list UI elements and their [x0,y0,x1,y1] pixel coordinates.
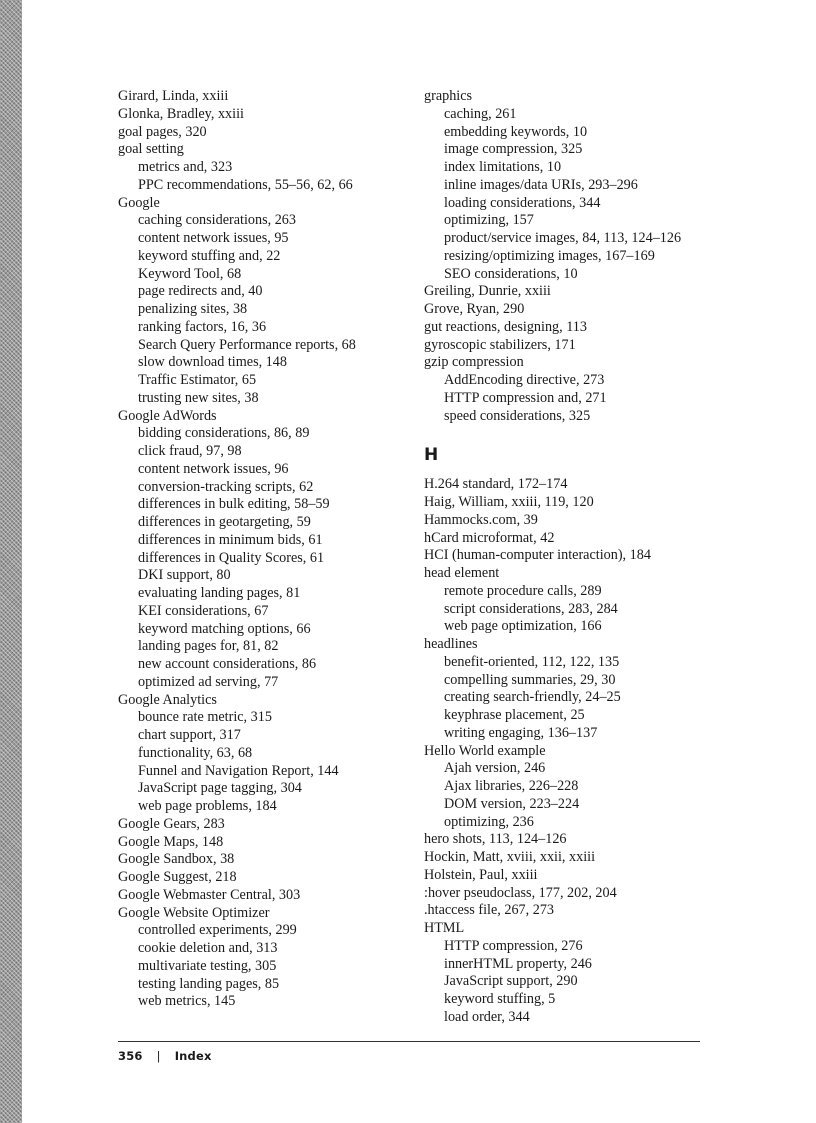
index-subentry: differences in geotargeting, 59 [138,514,311,530]
index-subentry: optimized ad serving, 77 [138,673,279,690]
index-subentry: differences in Quality Scores, 61 [138,549,325,566]
index-subentry: slow download times, 148 [138,354,287,371]
index-subentry: keyword matching options, 66 [138,620,311,637]
index-subentry: DOM version, 223–224 [444,795,580,812]
index-entry: HCI (human-computer interaction), 184 [424,547,651,564]
index-subentry: writing engaging, 136–137 [444,724,598,741]
index-subentry: new account considerations, 86 [138,656,317,672]
section-title: Index [174,1049,212,1063]
index-subentry: Traffic Estimator, 65 [138,372,257,388]
index-subentry: differences in bulk editing, 58–59 [138,496,330,513]
index-entry: Girard, Linda, xxiii [118,88,229,104]
index-entry: Glonka, Bradley, xxiii [118,105,244,122]
index-subentry: keyword stuffing and, 22 [138,247,281,264]
index-subentry: AddEncoding directive, 273 [444,372,605,388]
index-entry: hCard microformat, 42 [424,529,555,546]
index-subentry: conversion-tracking scripts, 62 [138,478,314,495]
index-subentry: keyword stuffing, 5 [444,991,556,1007]
index-subentry: cookie deletion and, 313 [138,940,278,956]
index-subentry: testing landing pages, 85 [138,975,280,992]
index-entry: Google Analytics [118,691,217,708]
index-entry: Hello World example [424,742,546,759]
index-subentry: caching considerations, 263 [138,212,296,229]
index-subentry: keyphrase placement, 25 [444,707,585,723]
index-subentry: page redirects and, 40 [138,283,263,300]
index-entry: :hover pseudoclass, 177, 202, 204 [424,884,617,901]
index-subentry: benefit-oriented, 112, 122, 135 [444,653,620,670]
index-subentry: Funnel and Navigation Report, 144 [138,762,339,779]
index-subentry: Ajax libraries, 226–228 [444,778,579,794]
index-entry: Holstein, Paul, xxiii [424,866,538,883]
index-subentry: HTTP compression and, 271 [444,389,607,406]
scan-edge-texture [0,0,22,1123]
index-subentry: product/service images, 84, 113, 124–126 [444,230,682,246]
index-subentry: content network issues, 95 [138,230,289,246]
index-entry: Hockin, Matt, xviii, xxii, xxiii [424,849,596,865]
index-entry: graphics [424,88,473,104]
index-subentry: compelling summaries, 29, 30 [444,671,616,688]
index-subentry: chart support, 317 [138,727,241,743]
index-entry: .htaccess file, 267, 273 [424,902,555,919]
index-entry: Google Sandbox, 38 [118,851,235,868]
section-heading: H [424,445,439,466]
index-entry: head element [424,565,500,581]
index-subentry: innerHTML property, 246 [444,955,592,972]
index-entry: goal setting [118,141,184,158]
index-subentry: evaluating landing pages, 81 [138,585,301,601]
index-subentry: bidding considerations, 86, 89 [138,425,310,442]
index-subentry: caching, 261 [444,105,517,122]
index-entry: goal pages, 320 [118,123,207,140]
index-entry: Google Webmaster Central, 303 [118,886,301,903]
index-entry: Haig, William, xxiii, 119, 120 [424,494,594,510]
index-entry: Grove, Ryan, 290 [424,301,525,317]
index-subentry: load order, 344 [444,1008,530,1025]
index-entry: Google [118,194,160,211]
index-subentry: inline images/data URIs, 293–296 [444,176,638,193]
index-subentry: Ajah version, 246 [444,760,546,777]
index-subentry: PPC recommendations, 55–56, 62, 66 [138,176,353,193]
index-subentry: web page optimization, 166 [444,618,602,635]
index-subentry: web page problems, 184 [138,798,277,814]
index-subentry: optimizing, 236 [444,813,534,830]
footer-separator: | [156,1049,161,1063]
index-entry: Hammocks.com, 39 [424,511,538,528]
index-subentry: web metrics, 145 [138,993,236,1010]
index-entry: Google Maps, 148 [118,833,224,850]
index-subentry: resizing/optimizing images, 167–169 [444,247,655,264]
index-subentry: ranking factors, 16, 36 [138,318,267,335]
index-column-left [118,88,408,1011]
index-entry: Greiling, Dunrie, xxiii [424,283,551,300]
index-subentry: optimizing, 157 [444,212,534,229]
footer-rule [118,1041,700,1042]
index-subentry: landing pages for, 81, 82 [138,638,279,655]
index-subentry: differences in minimum bids, 61 [138,531,323,548]
index-entry: Google Website Optimizer [118,904,270,921]
index-subentry: trusting new sites, 38 [138,389,259,406]
index-subentry: Search Query Performance reports, 68 [138,336,356,353]
index-subentry: loading considerations, 344 [444,194,601,211]
index-entry: gyroscopic stabilizers, 171 [424,336,576,353]
index-subentry: Keyword Tool, 68 [138,265,242,282]
index-subentry: JavaScript support, 290 [444,973,578,990]
index-subentry: remote procedure calls, 289 [444,582,602,599]
index-subentry: HTTP compression, 276 [444,937,583,954]
index-entry: hero shots, 113, 124–126 [424,831,567,848]
index-subentry: speed considerations, 325 [444,407,591,424]
index-entry: Google AdWords [118,407,217,424]
index-subentry: creating search-friendly, 24–25 [444,689,621,706]
index-subentry: multivariate testing, 305 [138,957,277,974]
page-number: 356 [118,1049,143,1063]
index-subentry: controlled experiments, 299 [138,922,297,939]
index-subentry: KEI considerations, 67 [138,602,269,619]
index-subentry: script considerations, 283, 284 [444,600,618,617]
index-entry: headlines [424,636,478,652]
index-subentry: JavaScript page tagging, 304 [138,780,302,797]
index-subentry: click fraud, 97, 98 [138,443,242,459]
page-footer [118,1049,212,1063]
index-subentry: index limitations, 10 [444,159,562,175]
index-subentry: image compression, 325 [444,141,583,158]
index-subentry: SEO considerations, 10 [444,265,578,282]
index-subentry: penalizing sites, 38 [138,301,248,317]
index-entry: H.264 standard, 172–174 [424,476,568,493]
index-subentry: bounce rate metric, 315 [138,709,272,726]
index-subentry: content network issues, 96 [138,460,289,477]
index-column-right [424,88,714,1027]
index-entry: gut reactions, designing, 113 [424,318,587,335]
index-entry: HTML [424,920,465,936]
index-subentry: DKI support, 80 [138,567,231,584]
index-entry: Google Gears, 283 [118,815,225,832]
index-entry: Google Suggest, 218 [118,869,237,885]
index-entry: gzip compression [424,354,524,371]
index-subentry: functionality, 63, 68 [138,744,253,761]
index-subentry: embedding keywords, 10 [444,123,588,140]
index-subentry: metrics and, 323 [138,159,233,175]
